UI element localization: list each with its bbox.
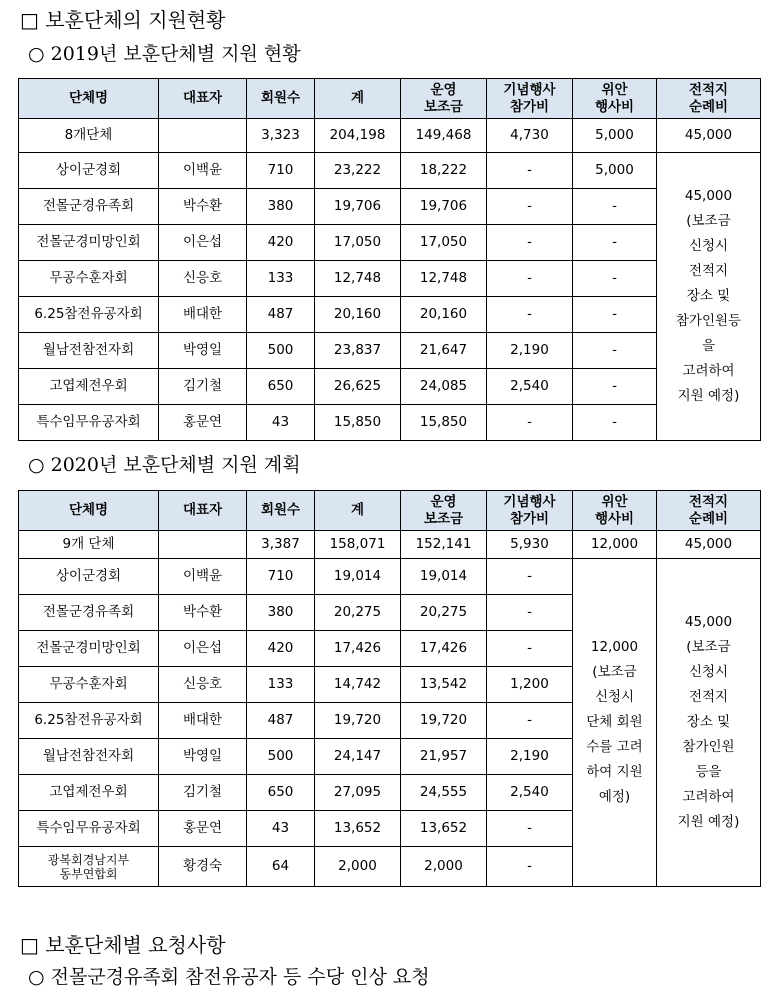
cell-operating-subsidy: 21,957 (401, 739, 487, 775)
cell-memorial-event-fee: 2,540 (487, 369, 573, 405)
cell-total: 19,720 (315, 703, 401, 739)
total-rep (159, 119, 247, 153)
cell-org: 고엽제전우회 (19, 369, 159, 405)
cell-members: 380 (247, 189, 315, 225)
cell-consolation-event-fee: - (573, 189, 657, 225)
cell-total: 19,014 (315, 559, 401, 595)
cell-rep: 황경숙 (159, 847, 247, 887)
cell-org: 전몰군경미망인회 (19, 225, 159, 261)
header-members: 회원수 (247, 79, 315, 119)
table-row (19, 369, 761, 405)
consolation-note-2020: 12,000 (보조금 신청시 단체 회원 수를 고려 하여 지원 예정) (573, 559, 657, 887)
header-members: 회원수 (247, 491, 315, 531)
table-row (19, 297, 761, 333)
cell-consolation-event-fee: - (573, 369, 657, 405)
cell-members: 500 (247, 739, 315, 775)
section-title-support-status: □ 보훈단체의 지원현황 (20, 8, 226, 32)
cell-memorial-event-fee: 2,190 (487, 333, 573, 369)
table-row (19, 261, 761, 297)
cell-memorial-event-fee: - (487, 703, 573, 739)
cell-org: 상이군경회 (19, 153, 159, 189)
total-org: 9개 단체 (19, 531, 159, 559)
total-consolation-event-fee: 5,000 (573, 119, 657, 153)
pilgrimage-note-2019: 45,000 (보조금 신청시 전적지 장소 및 참가인원등 을 고려하여 지원 예정) (657, 153, 761, 441)
header-rep: 대표자 (159, 79, 247, 119)
cell-org: 전몰군경유족회 (19, 189, 159, 225)
cell-consolation-event-fee: - (573, 261, 657, 297)
cell-memorial-event-fee: - (487, 405, 573, 441)
table-header-row (19, 491, 761, 531)
total-row (19, 119, 761, 153)
cell-members: 43 (247, 405, 315, 441)
cell-members: 650 (247, 369, 315, 405)
cell-memorial-event-fee: - (487, 153, 573, 189)
cell-operating-subsidy: 12,748 (401, 261, 487, 297)
cell-total: 19,706 (315, 189, 401, 225)
header-total: 계 (315, 491, 401, 531)
cell-org: 6.25참전유공자회 (19, 703, 159, 739)
header-battlefield-pilgrimage-fee: 전적지 순례비 (657, 79, 761, 119)
cell-memorial-event-fee: - (487, 189, 573, 225)
cell-org: 무공수훈자회 (19, 261, 159, 297)
cell-operating-subsidy: 17,050 (401, 225, 487, 261)
cell-members: 710 (247, 153, 315, 189)
cell-org: 월남전참전자회 (19, 739, 159, 775)
pilgrimage-note-2020: 45,000 (보조금 신청시 전적지 장소 및 참가인원 등을 고려하여 지원 예정) (657, 559, 761, 887)
cell-memorial-event-fee: - (487, 847, 573, 887)
cell-rep: 이은섭 (159, 631, 247, 667)
cell-rep: 배대한 (159, 703, 247, 739)
cell-members: 487 (247, 297, 315, 333)
cell-memorial-event-fee: - (487, 811, 573, 847)
cell-memorial-event-fee: 1,200 (487, 667, 573, 703)
cell-rep: 박영일 (159, 333, 247, 369)
cell-operating-subsidy: 15,850 (401, 405, 487, 441)
cell-total: 27,095 (315, 775, 401, 811)
total-members: 3,323 (247, 119, 315, 153)
total-battlefield-pilgrimage-fee: 45,000 (657, 531, 761, 559)
header-org: 단체명 (19, 491, 159, 531)
cell-rep: 박수환 (159, 189, 247, 225)
header-memorial-event-fee: 기념행사 참가비 (487, 491, 573, 531)
total-memorial-event-fee: 4,730 (487, 119, 573, 153)
cell-operating-subsidy: 24,555 (401, 775, 487, 811)
header-rep: 대표자 (159, 491, 247, 531)
cell-org: 광복회경남지부 동부연합회 (19, 847, 159, 887)
cell-memorial-event-fee: - (487, 631, 573, 667)
cell-consolation-event-fee: - (573, 297, 657, 333)
total-consolation-event-fee: 12,000 (573, 531, 657, 559)
cell-total: 17,050 (315, 225, 401, 261)
cell-members: 133 (247, 261, 315, 297)
cell-rep: 신응호 (159, 667, 247, 703)
total-rep (159, 531, 247, 559)
total-row (19, 531, 761, 559)
table-row (19, 559, 761, 595)
cell-members: 420 (247, 631, 315, 667)
cell-consolation-event-fee: - (573, 405, 657, 441)
cell-org: 월남전참전자회 (19, 333, 159, 369)
header-memorial-event-fee: 기념행사 참가비 (487, 79, 573, 119)
cell-org: 6.25참전유공자회 (19, 297, 159, 333)
cell-members: 650 (247, 775, 315, 811)
header-total: 계 (315, 79, 401, 119)
cell-members: 43 (247, 811, 315, 847)
cell-rep: 김기철 (159, 775, 247, 811)
cell-rep: 홍문연 (159, 405, 247, 441)
cell-members: 133 (247, 667, 315, 703)
cell-total: 24,147 (315, 739, 401, 775)
total-sum: 204,198 (315, 119, 401, 153)
cell-memorial-event-fee: - (487, 559, 573, 595)
header-consolation-event-fee: 위안 행사비 (573, 79, 657, 119)
cell-total: 23,837 (315, 333, 401, 369)
cell-rep: 이백윤 (159, 559, 247, 595)
cell-total: 23,222 (315, 153, 401, 189)
cell-consolation-event-fee: - (573, 225, 657, 261)
cell-total: 2,000 (315, 847, 401, 887)
cell-org: 특수임무유공자회 (19, 811, 159, 847)
subsection-title-request-item: ○ 전몰군경유족회 참전유공자 등 수당 인상 요청 (28, 966, 430, 988)
cell-total: 12,748 (315, 261, 401, 297)
cell-total: 26,625 (315, 369, 401, 405)
header-operating-subsidy: 운영 보조금 (401, 491, 487, 531)
table-row (19, 153, 761, 189)
cell-members: 500 (247, 333, 315, 369)
cell-rep: 홍문연 (159, 811, 247, 847)
table-row (19, 189, 761, 225)
cell-members: 64 (247, 847, 315, 887)
table-row (19, 225, 761, 261)
header-org: 단체명 (19, 79, 159, 119)
cell-total: 15,850 (315, 405, 401, 441)
cell-consolation-event-fee: - (573, 333, 657, 369)
cell-rep: 배대한 (159, 297, 247, 333)
subsection-title-2019: ○ 2019년 보훈단체별 지원 현황 (28, 43, 301, 65)
cell-total: 13,652 (315, 811, 401, 847)
cell-org: 특수임무유공자회 (19, 405, 159, 441)
cell-consolation-event-fee: 5,000 (573, 153, 657, 189)
total-operating-subsidy: 152,141 (401, 531, 487, 559)
cell-total: 20,160 (315, 297, 401, 333)
cell-members: 420 (247, 225, 315, 261)
cell-operating-subsidy: 17,426 (401, 631, 487, 667)
cell-rep: 김기철 (159, 369, 247, 405)
cell-operating-subsidy: 13,652 (401, 811, 487, 847)
cell-memorial-event-fee: - (487, 297, 573, 333)
cell-memorial-event-fee: 2,540 (487, 775, 573, 811)
cell-operating-subsidy: 20,160 (401, 297, 487, 333)
cell-operating-subsidy: 20,275 (401, 595, 487, 631)
cell-memorial-event-fee: - (487, 595, 573, 631)
cell-memorial-event-fee: - (487, 225, 573, 261)
cell-rep: 신응호 (159, 261, 247, 297)
cell-members: 710 (247, 559, 315, 595)
subsection-title-2020: ○ 2020년 보훈단체별 지원 계획 (28, 454, 301, 476)
cell-memorial-event-fee: 2,190 (487, 739, 573, 775)
section-title-requests: □ 보훈단체별 요청사항 (20, 933, 226, 957)
table-row (19, 405, 761, 441)
cell-org: 상이군경회 (19, 559, 159, 595)
header-consolation-event-fee: 위안 행사비 (573, 491, 657, 531)
cell-operating-subsidy: 24,085 (401, 369, 487, 405)
cell-total: 20,275 (315, 595, 401, 631)
cell-org: 무공수훈자회 (19, 667, 159, 703)
cell-rep: 이은섭 (159, 225, 247, 261)
cell-operating-subsidy: 19,706 (401, 189, 487, 225)
cell-rep: 이백윤 (159, 153, 247, 189)
support-table-2019 (18, 78, 761, 441)
cell-org: 전몰군경유족회 (19, 595, 159, 631)
table-header-row (19, 79, 761, 119)
cell-operating-subsidy: 19,720 (401, 703, 487, 739)
total-memorial-event-fee: 5,930 (487, 531, 573, 559)
cell-org: 전몰군경미망인회 (19, 631, 159, 667)
header-operating-subsidy: 운영 보조금 (401, 79, 487, 119)
cell-operating-subsidy: 13,542 (401, 667, 487, 703)
total-battlefield-pilgrimage-fee: 45,000 (657, 119, 761, 153)
total-sum: 158,071 (315, 531, 401, 559)
cell-operating-subsidy: 18,222 (401, 153, 487, 189)
cell-operating-subsidy: 2,000 (401, 847, 487, 887)
table-row (19, 333, 761, 369)
cell-operating-subsidy: 21,647 (401, 333, 487, 369)
cell-org: 고엽제전우회 (19, 775, 159, 811)
cell-members: 380 (247, 595, 315, 631)
total-org: 8개단체 (19, 119, 159, 153)
support-table-2020 (18, 490, 761, 887)
total-members: 3,387 (247, 531, 315, 559)
cell-rep: 박영일 (159, 739, 247, 775)
cell-members: 487 (247, 703, 315, 739)
header-battlefield-pilgrimage-fee: 전적지 순례비 (657, 491, 761, 531)
cell-total: 17,426 (315, 631, 401, 667)
cell-rep: 박수환 (159, 595, 247, 631)
cell-operating-subsidy: 19,014 (401, 559, 487, 595)
cell-memorial-event-fee: - (487, 261, 573, 297)
cell-total: 14,742 (315, 667, 401, 703)
total-operating-subsidy: 149,468 (401, 119, 487, 153)
